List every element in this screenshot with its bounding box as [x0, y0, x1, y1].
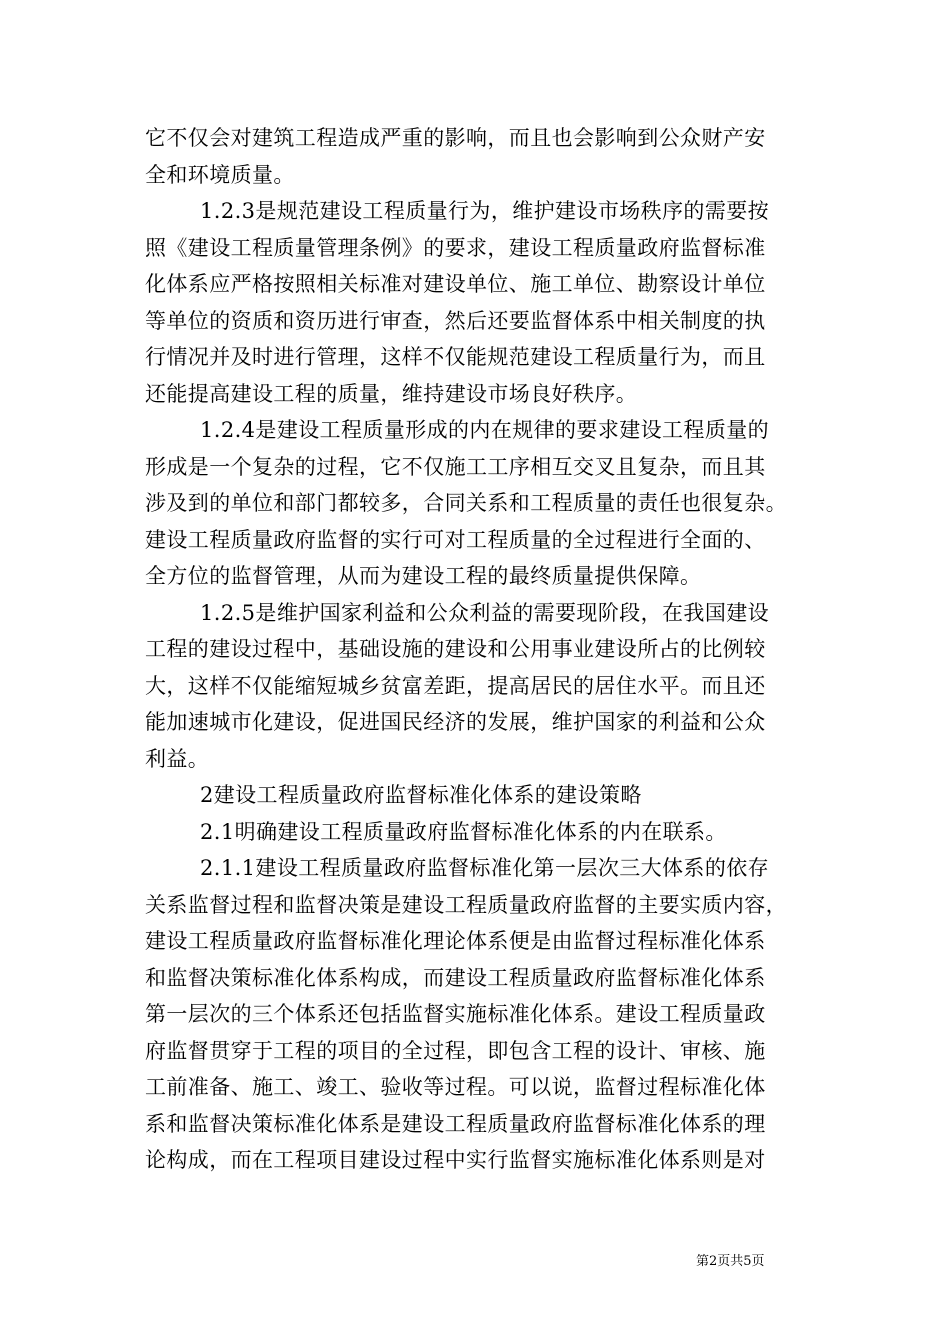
text-line: 论构成，而在工程项目建设过程中实行监督实施标准化体系则是对: [145, 1148, 766, 1172]
section-heading: 2建设工程质量政府监督标准化体系的建设策略: [200, 783, 642, 807]
text-line: 关系监督过程和监督决策是建设工程质量政府监督的主要实质内容，: [145, 892, 787, 917]
text-line: 能加速城市化建设，促进国民经济的发展，维护国家的利益和公众: [145, 710, 766, 734]
text-line: 行情况并及时进行管理，这样不仅能规范建设工程质量行为，而且: [145, 345, 766, 369]
text-line: 照《建设工程质量管理条例》的要求，建设工程质量政府监督标准: [145, 235, 766, 260]
page-number-footer: 第2页共5页: [696, 1254, 765, 1269]
text-line: 建设工程质量政府监督标准化理论体系便是由监督过程标准化体系: [145, 929, 766, 953]
text-line: 工程的建设过程中，基础设施的建设和公用事业建设所占的比例较: [145, 637, 766, 661]
paragraph-start-line: 1.2.4是建设工程质量形成的内在规律的要求建设工程质量的: [200, 418, 770, 442]
body-text: [145, 120, 823, 1179]
text-line: 建设工程质量政府监督的实行可对工程质量的全过程进行全面的、: [145, 527, 766, 552]
text-line: 化体系应严格按照相关标准对建设单位、施工单位、勘察设计单位: [145, 272, 766, 296]
text-line: 工前准备、施工、竣工、验收等过程。可以说，监督过程标准化体: [145, 1075, 766, 1099]
text-line: 形成是一个复杂的过程，它不仅施工工序相互交叉且复杂，而且其: [145, 454, 766, 479]
subsection-heading: 2.1明确建设工程质量政府监督标准化体系的内在联系。: [200, 819, 727, 844]
paragraph-start-line: 1.2.5是维护国家利益和公众利益的需要现阶段，在我国建设: [200, 600, 770, 625]
text-line: 和监督决策标准化体系构成，而建设工程质量政府监督标准化体系: [145, 965, 766, 990]
text-line: 等单位的资质和资历进行审查，然后还要监督体系中相关制度的执: [145, 308, 766, 333]
text-line: 全和环境质量。: [145, 162, 295, 187]
text-line: 第一层次的三个体系还包括监督实施标准化体系。建设工程质量政: [145, 1002, 766, 1026]
text-line: 利益。: [145, 746, 210, 771]
text-line: 府监督贯穿于工程的项目的全过程，即包含工程的设计、审核、施: [145, 1038, 766, 1063]
text-line: 还能提高建设工程的质量，维持建设市场良好秩序。: [145, 381, 638, 406]
paragraph-start-line: 1.2.3是规范建设工程质量行为，维护建设市场秩序的需要按: [200, 199, 770, 223]
text-line: 系和监督决策标准化体系是建设工程质量政府监督标准化体系的理: [145, 1111, 766, 1136]
text-line: 它不仅会对建筑工程造成严重的影响，而且也会影响到公众财产安: [145, 126, 766, 150]
text-line: 大，这样不仅能缩短城乡贫富差距，提高居民的居住水平。而且还: [145, 673, 766, 698]
text-line: 全方位的监督管理，从而为建设工程的最终质量提供保障。: [145, 564, 702, 588]
paragraph-start-line: 2.1.1建设工程质量政府监督标准化第一层次三大体系的依存: [200, 856, 770, 880]
text-line: 涉及到的单位和部门都较多，合同关系和工程质量的责任也很复杂。: [145, 491, 787, 515]
